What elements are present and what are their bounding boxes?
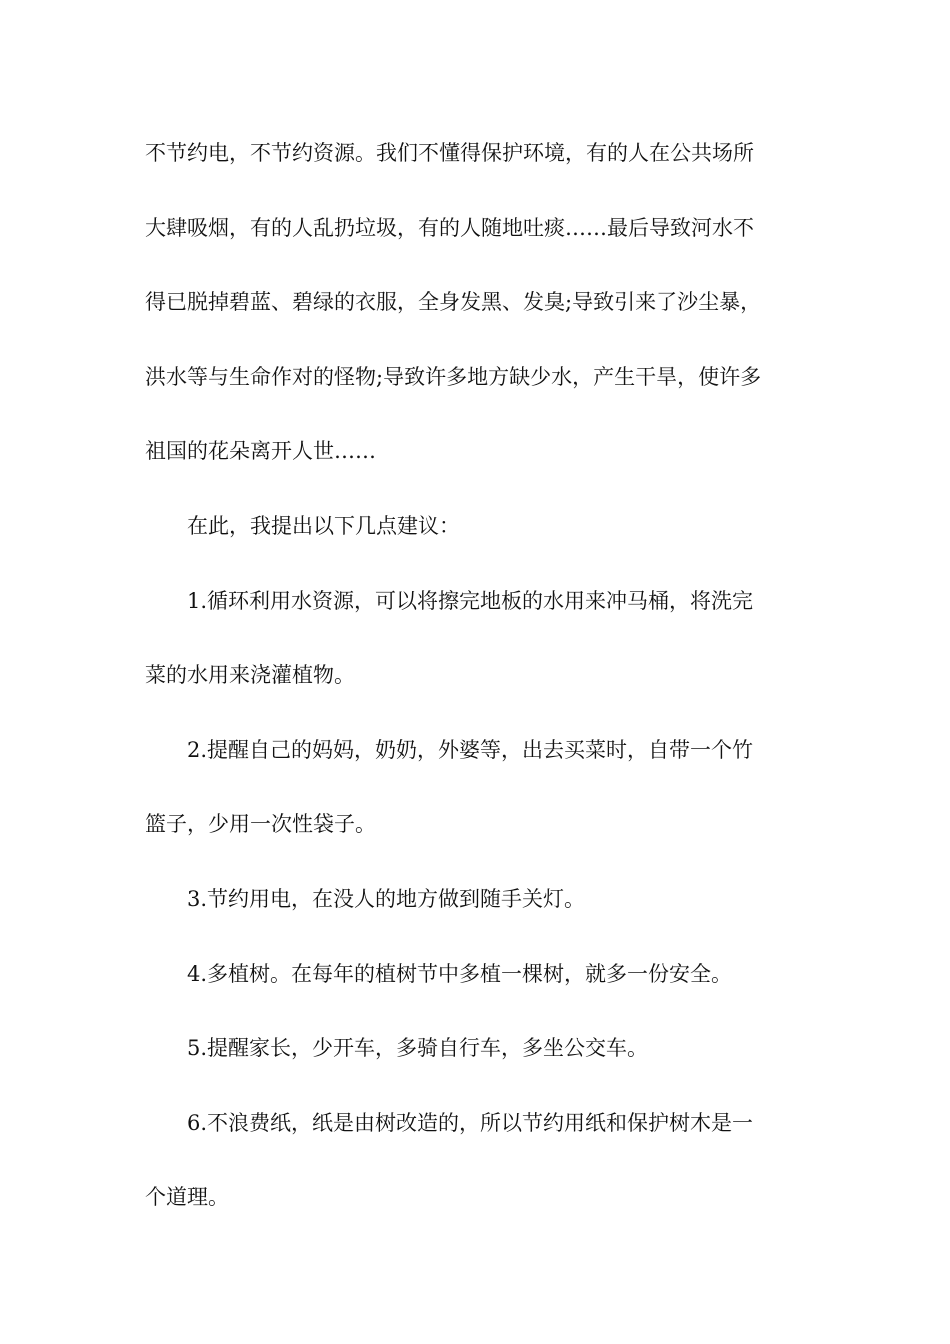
document-body	[145, 128, 810, 1247]
text-line: 得已脱掉碧蓝、碧绿的衣服，全身发黑、发臭;导致引来了沙尘暴，	[145, 290, 762, 315]
suggestion-item: 4.多植树。在每年的植树节中多植一棵树，就多一份安全。	[187, 961, 733, 986]
text-line: 篮子，少用一次性袋子。	[145, 812, 376, 837]
text-line: 不节约电，不节约资源。我们不懂得保护环境，有的人在公共场所	[145, 141, 754, 165]
suggestion-item: 2.提醒自己的妈妈，奶奶，外婆等，出去买菜时，自带一个竹	[187, 737, 754, 762]
text-line: 菜的水用来浇灌植物。	[145, 663, 355, 688]
text-line: 大肆吸烟，有的人乱扔垃圾，有的人随地吐痰……最后导致河水不	[145, 215, 754, 240]
text-line: 洪水等与生命作对的怪物;导致许多地方缺少水，产生干旱，使许多	[145, 364, 762, 389]
suggestion-item: 1.循环利用水资源，可以将擦完地板的水用来冲马桶，将洗完	[187, 588, 754, 613]
suggestions-intro: 在此，我提出以下几点建议：	[187, 513, 460, 538]
suggestion-item: 5.提醒家长，少开车，多骑自行车，多坐公交车。	[187, 1036, 649, 1061]
suggestion-item: 3.节约用电，在没人的地方做到随手关灯。	[187, 886, 586, 911]
text-line: 祖国的花朵离开人世……	[145, 439, 376, 464]
suggestion-item: 6.不浪费纸，纸是由树改造的，所以节约用纸和保护树木是一	[187, 1110, 754, 1135]
text-line: 个道理。	[145, 1185, 229, 1210]
